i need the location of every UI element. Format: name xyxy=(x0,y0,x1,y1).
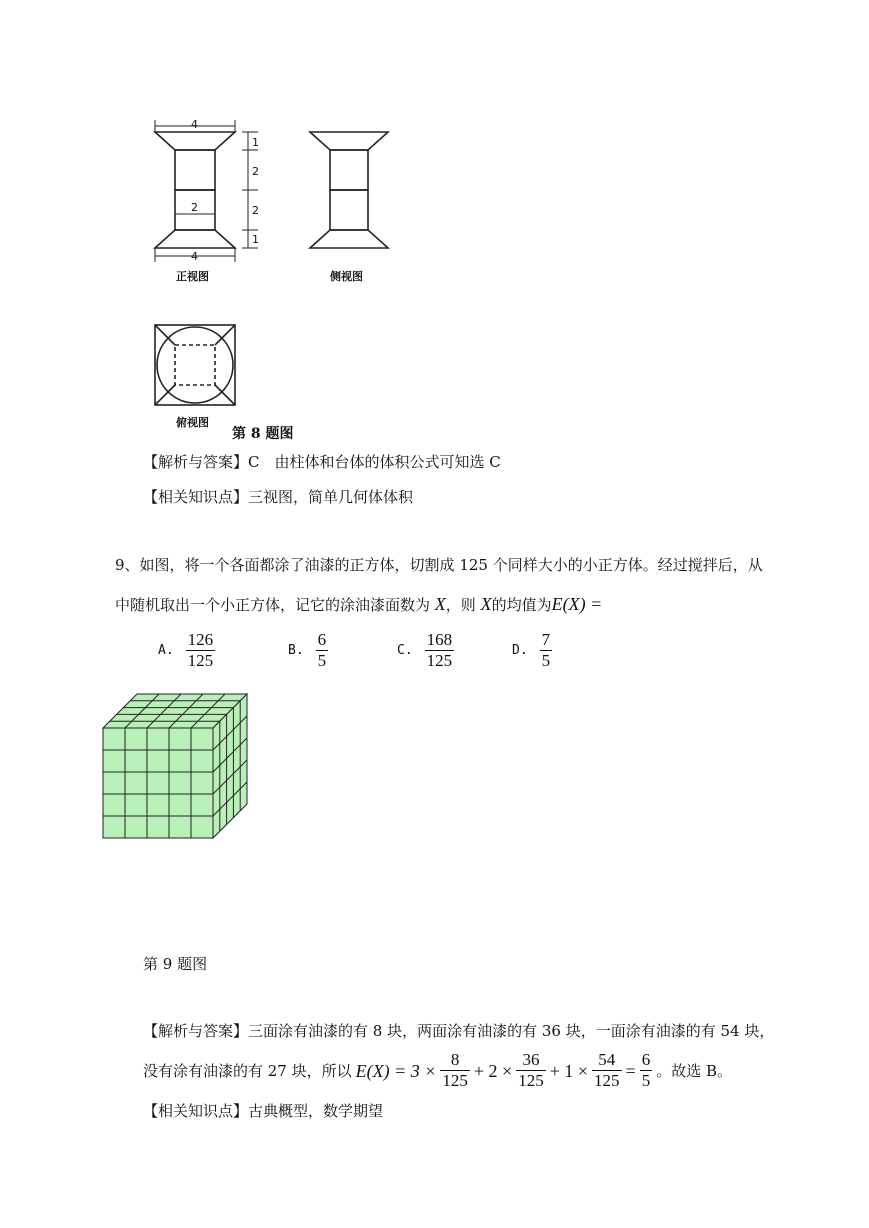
option-fraction: $\frac{6}{5}$ xyxy=(317,630,327,670)
dim-top-width: 4 xyxy=(191,118,198,131)
q8-answer-text: C 由柱体和台体的体积公式可知选 C xyxy=(248,453,501,471)
dim-h2: 2 xyxy=(252,165,259,178)
q9-stem-part-b: ，则 xyxy=(445,596,476,614)
figure9-caption: 第 9 题图 xyxy=(143,955,208,973)
q8-answer xyxy=(143,452,501,472)
q9-var-x: X xyxy=(434,594,446,614)
dim-h3: 2 xyxy=(252,204,259,217)
option-letter: C. xyxy=(397,643,413,658)
expr-eq: = xyxy=(625,1060,636,1081)
q9-option-b[interactable] xyxy=(288,630,328,671)
front-view xyxy=(155,120,258,262)
q8-answer-tag: 【解析与答案】 xyxy=(143,453,249,471)
cube-front-face xyxy=(103,728,213,838)
q9-answer-text: 三面涂有油漆的有 8 块，两面涂有油漆的有 36 块，一面涂有油漆的有 54 块， xyxy=(248,1022,775,1040)
side-view xyxy=(310,132,388,248)
q9-answer-line1 xyxy=(143,1021,774,1041)
q9-answer-line2 xyxy=(143,1050,732,1091)
option-fraction: $\frac{7}{5}$ xyxy=(541,630,551,670)
q8-knowledge xyxy=(143,487,413,507)
option-fraction: $\frac{126}{125}$ xyxy=(187,630,214,670)
expr-op-3: + 1 × xyxy=(549,1060,589,1081)
option-letter: B. xyxy=(288,643,304,658)
expr-lhs: E(X) = 3 × xyxy=(355,1060,437,1081)
q9-var-x-2: X xyxy=(480,594,492,614)
q9-stem-line1: 9、如图，将一个各面都涂了油漆的正方体，切割成 125 个同样大小的小正方体。经过搅拌后，从 xyxy=(115,556,763,574)
q9-expectation: E(X) = xyxy=(551,594,603,614)
top-view xyxy=(155,325,235,405)
q9-answer-text-2: 没有涂有油漆的有 27 块，所以 xyxy=(143,1061,352,1080)
q9-answer-tag: 【解析与答案】 xyxy=(143,1022,249,1040)
dim-bottom-width: 4 xyxy=(191,250,198,263)
q9-option-a[interactable] xyxy=(158,630,215,671)
expr-frac-3: $\frac{54}{125}$ xyxy=(594,1050,620,1090)
expr-op-2: + 2 × xyxy=(473,1060,513,1081)
q9-stem-part-c: 的均值为 xyxy=(491,596,552,614)
top-view-label: 俯视图 xyxy=(176,416,209,429)
expr-result: $\frac{6}{5}$ xyxy=(641,1050,651,1090)
q9-answer-conclusion: 。故选 B。 xyxy=(656,1061,732,1080)
q9-option-c[interactable] xyxy=(397,630,454,671)
figure8-caption: 第 8 题图 xyxy=(232,426,294,442)
q9-stem-part-a: 中随机取出一个小正方体，记它的涂油漆面数为 xyxy=(115,596,431,614)
q9-knowledge-tag: 【相关知识点】 xyxy=(143,1102,249,1120)
dim-mid-width: 2 xyxy=(191,201,198,214)
expr-frac-2: $\frac{36}{125}$ xyxy=(518,1050,544,1090)
side-view-label: 侧视图 xyxy=(330,270,363,283)
dim-h4: 1 xyxy=(252,233,259,246)
q8-knowledge-tag: 【相关知识点】 xyxy=(143,488,249,506)
figure9-cube xyxy=(100,688,252,842)
option-letter: A. xyxy=(158,643,174,658)
q9-stem-line2 xyxy=(115,594,602,615)
option-letter: D. xyxy=(512,643,528,658)
q8-knowledge-text: 三视图，简单几何体体积 xyxy=(248,488,414,506)
front-view-label: 正视图 xyxy=(176,270,209,283)
option-fraction: $\frac{168}{125}$ xyxy=(426,630,453,670)
q9-knowledge xyxy=(143,1101,383,1121)
q9-knowledge-text: 古典概型，数学期望 xyxy=(248,1102,384,1120)
dim-h1: 1 xyxy=(252,136,259,149)
expr-frac-1: $\frac{8}{125}$ xyxy=(442,1050,468,1090)
q9-option-d[interactable] xyxy=(512,630,552,671)
